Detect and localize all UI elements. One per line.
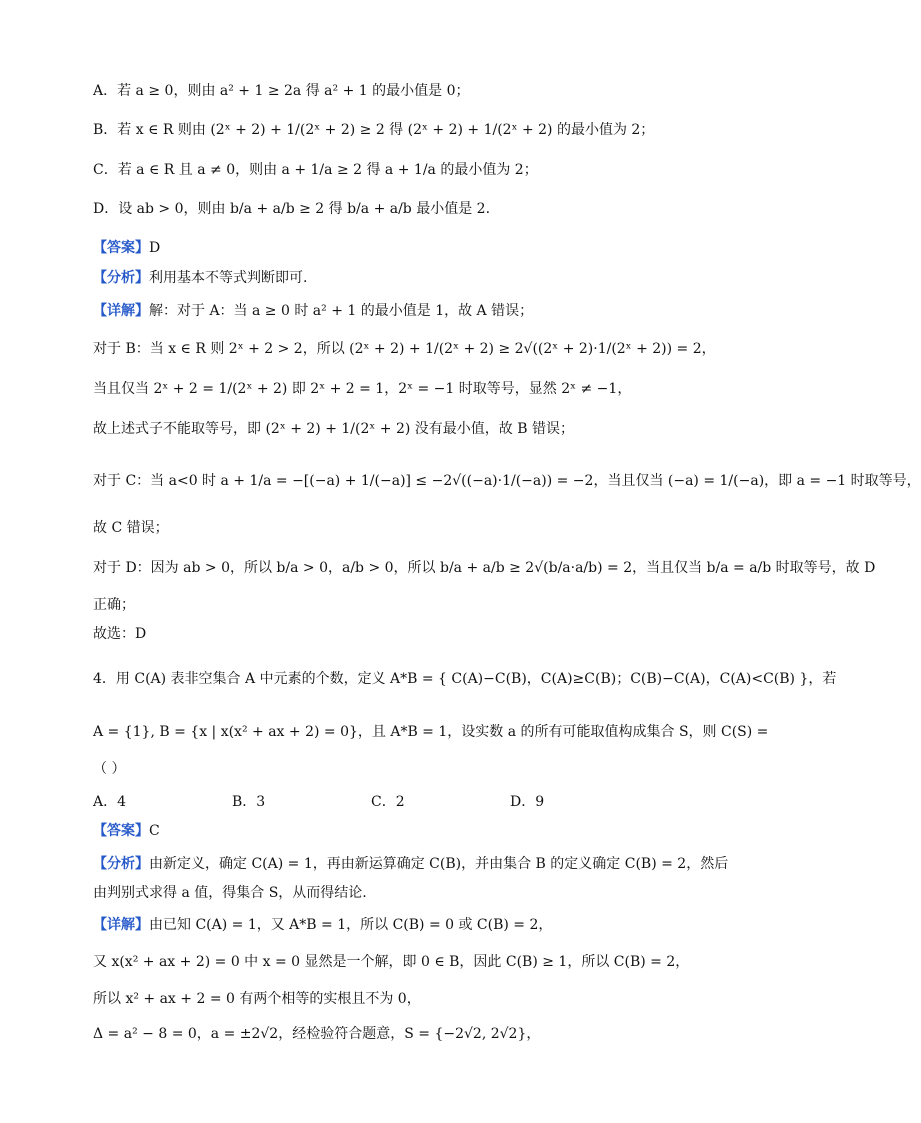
answer-value: D — [149, 240, 161, 256]
q3-detail-line: 对于 C：当 a<0 时 a + 1/a = −[(−a) + 1/(−a)] ≤ −2√((−a)·1/(−a)) = −2，当且仅当 (−a) = 1/(−a)，即 a = −1 时取等号， — [93, 473, 921, 489]
detail-tag: 【详解】 — [93, 303, 149, 319]
q4-stem-line-2: A = {1}, B = {x | x(x² + ax + 2) = 0}，且 A*B = 1，设实数 a 的所有可能取值构成集合 S，则 C(S) = — [93, 724, 769, 740]
q4-option-a: A．4 — [93, 794, 127, 810]
prev-option-c: C．若 a ∈ R 且 a ≠ 0，则由 a + 1/a ≥ 2 得 a + 1/a 的最小值为 2； — [93, 162, 538, 178]
prev-option-b: B．若 x ∈ R 则由 (2ˣ + 2) + 1/(2ˣ + 2) ≥ 2 得 (2ˣ + 2) + 1/(2ˣ + 2) 的最小值为 2； — [93, 122, 655, 138]
q3-answer — [93, 238, 160, 258]
q4-detail-line: Δ = a² − 8 = 0，a = ±2√2，经检验符合题意，S = {−2√2, 2√2}， — [93, 1026, 541, 1042]
q4-option-d: D．9 — [510, 794, 545, 810]
prev-option-a: A．若 a ≥ 0，则由 a² + 1 ≥ 2a 得 a² + 1 的最小值是 0； — [93, 83, 470, 99]
prev-option-d: D．设 ab > 0，则由 b/a + a/b ≥ 2 得 b/a + a/b 最小值是 2. — [93, 201, 491, 217]
q4-answer — [93, 821, 160, 841]
q3-detail-line — [93, 301, 533, 321]
q4-option-b: B．3 — [232, 794, 266, 810]
analysis-text: 由新定义，确定 C(A) = 1，再由新运算确定 C(B)，并由集合 B 的定义确定 C(B) = 2，然后 — [149, 856, 729, 872]
detail-text: 由已知 C(A) = 1，又 A*B = 1，所以 C(B) = 0 或 C(B) = 2， — [149, 917, 553, 933]
q3-detail-line: 对于 D：因为 ab > 0，所以 b/a > 0，a/b > 0，所以 b/a + a/b ≥ 2√(b/a·a/b) = 2，当且仅当 b/a = a/b 时取等号，故 D — [93, 560, 876, 576]
q4-analysis-line-1 — [93, 854, 728, 874]
answer-value: C — [149, 823, 160, 839]
analysis-tag: 【分析】 — [93, 270, 149, 286]
q4-bracket: （ ） — [93, 761, 126, 777]
q4-analysis-line-2: 由判别式求得 a 值，得集合 S，从而得结论. — [93, 885, 367, 901]
detail-text: 解：对于 A：当 a ≥ 0 时 a² + 1 的最小值是 1，故 A 错误； — [149, 303, 534, 319]
answer-tag: 【答案】 — [93, 240, 149, 256]
q3-detail-line: 故 C 错误； — [93, 520, 169, 536]
q3-detail-line: 对于 B：当 x ∈ R 则 2ˣ + 2 > 2，所以 (2ˣ + 2) + 1/(2ˣ + 2) ≥ 2√((2ˣ + 2)·1/(2ˣ + 2)) = 2， — [93, 341, 716, 357]
q4-detail-line — [93, 915, 552, 935]
q4-detail-line: 所以 x² + ax + 2 = 0 有两个相等的实根且不为 0， — [93, 991, 421, 1007]
answer-tag: 【答案】 — [93, 823, 149, 839]
q4-stem-line-1: 4．用 C(A) 表非空集合 A 中元素的个数，定义 A*B = { C(A)−C(B)，C(A)≥C(B)；C(B)−C(A)，C(A)<C(B) }，若 — [93, 671, 837, 687]
q3-detail-line: 当且仅当 2ˣ + 2 = 1/(2ˣ + 2) 即 2ˣ + 2 = 1，2ˣ = −1 时取等号，显然 2ˣ ≠ −1， — [93, 381, 632, 397]
q4-option-c: C．2 — [371, 794, 405, 810]
detail-tag: 【详解】 — [93, 917, 149, 933]
q3-analysis — [93, 268, 307, 288]
q3-detail-line: 故上述式子不能取等号，即 (2ˣ + 2) + 1/(2ˣ + 2) 没有最小值，故 B 错误； — [93, 421, 574, 437]
q3-detail-line: 正确； — [93, 597, 135, 613]
q4-detail-line: 又 x(x² + ax + 2) = 0 中 x = 0 显然是一个解，即 0 ∈ B，因此 C(B) ≥ 1，所以 C(B) = 2， — [93, 954, 690, 970]
analysis-text: 利用基本不等式判断即可. — [149, 270, 308, 286]
q3-detail-line: 故选：D — [93, 626, 147, 642]
analysis-tag: 【分析】 — [93, 856, 149, 872]
